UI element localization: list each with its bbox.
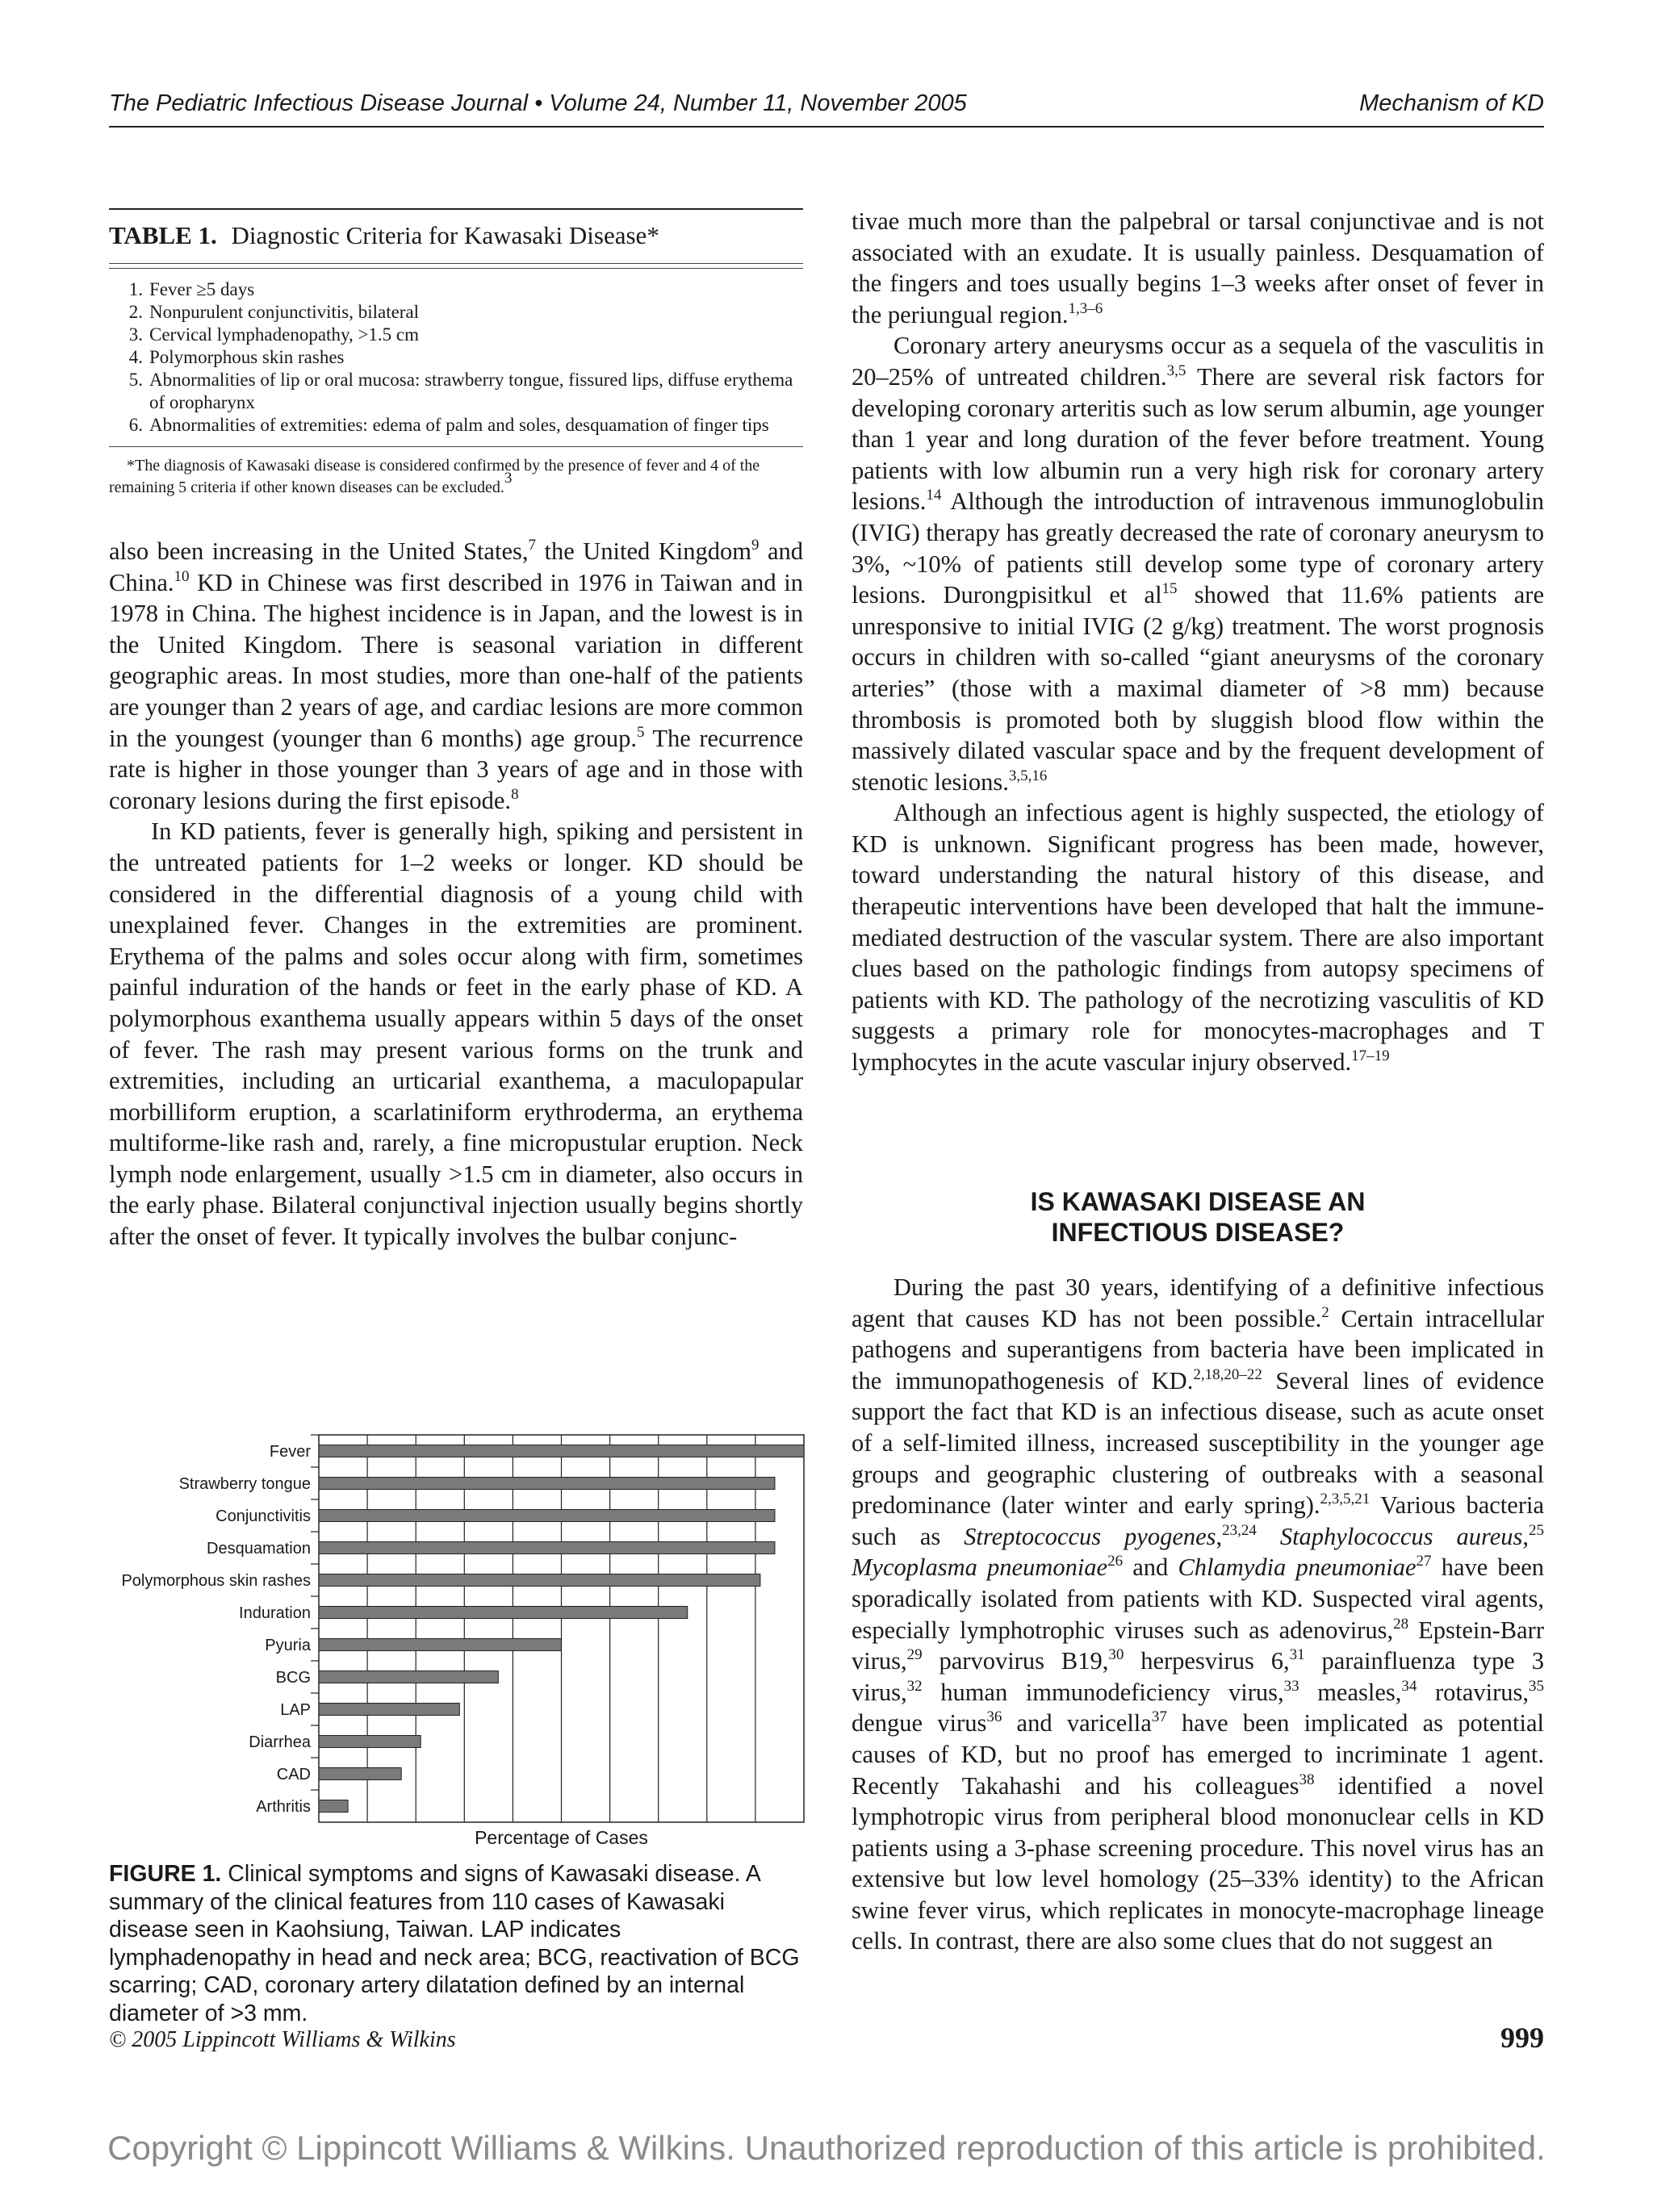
citation: 30 <box>1108 1646 1124 1664</box>
table-row <box>109 369 803 414</box>
citation: 10 <box>174 567 190 585</box>
paragraph: In KD patients, fever is generally high, spiking and persistent in the untreated patients for 1–2 weeks or longer. KD should be considered in the differential diagnosis of a young child with unexplained fever. Changes in the extremities are prominent. Erythema of the palms and soles occur along with firm, sometimes painful induration of the hands or feet in the early phase of KD. A polymorphous exanthema usually appears within 5 days of the onset of fever. The rash may present various forms on the trunk and extremities, including an urticarial exanthema, a maculopapular morbilliform eruption, a scarlatiniform erythroderma, an erythema multiforme-like rash and, rarely, a fine micropustular eruption. Neck lymph node enlargement, usually >1.5 cm in diameter, also occurs in the early phase. Bilateral conjunctival injection usually begins shortly after the onset of fever. It typically involves the bulbar conjunc- <box>109 817 803 1251</box>
text-run: KD in Chinese was first described in 1976 in Taiwan and in 1978 in China. The highest incidence is in Japan, and the lowest is in the United Kingdom. There is seasonal variation in different geographic areas. In most studies, more than one-half of the patients are younger than 2 years of age, and cardiac lesions are more common in the youngest (younger than 6 months) age group. <box>109 568 803 752</box>
paragraph: During the past 30 years, identifying of a definitive infectious agent that causes KD has not been possible.$^2$ Certain intracellular pathogens and superantigens from bacteria have been implicated in the immunopathogenesis of KD.$^{2,18,20-22}$ Several lines of evidence support the fact that KD is an infectious disease, such as acute onset of a self-limited illness, increased susceptibility in the younger age groups and geographic clustering of outbreaks with a seasonal predominance (later winter and early spring).$^{2,3,5,21}$ Various bacteria such as Streptococcus pyogenes,$^{23,24}$ Staphylococcus aureus,$^{25}$ Mycoplasma pneumoniae$^{26}$ and Chlamydia pneumoniae$^{27}$ have been sporadically isolated from patients with KD. Suspected viral agents, especially lymphotrophic viruses such as adenovirus,$^{28}$ Epstein-Barr virus,$^{29}$ parvovirus B19,30 herpesvirus 6,31 parainfluenza type 3 virus,$^{32}$ human immunodeficiency virus,$^{33}$ measles,$^{34}$ rotavirus,$^{35}$ dengue virus$^{36}$ and varicella$^{37}$ have been implicated as potential causes of KD, but no proof has emerged to incriminate 1 agent. Recently Takahashi and his colleagues$^{38}$ identified a novel lymphotropic virus from peripheral blood mononuclear cells in KD patients using a 3-phase screening procedure. This novel virus has an extensive but low level homology (25–33% identity) to the African swine fever virus, which replicates in monocyte-macrophage lineage cells. In contrast, there are also some clues that do not suggest an <box>852 1273 1545 1955</box>
row-number: 6. <box>128 415 143 435</box>
category-label: Pyuria <box>265 1637 311 1654</box>
bar-fever <box>319 1445 804 1457</box>
table-top-rule <box>109 208 803 210</box>
text-run: Coronary artery aneurysms occur as a sequela of the vasculitis in 20–25% of untreated children. <box>852 332 1544 391</box>
citation: 36 <box>986 1708 1002 1726</box>
category-label: LAP <box>280 1701 311 1719</box>
category-label: Conjunctivitis <box>216 1507 311 1525</box>
citation: 26 <box>1107 1553 1124 1570</box>
text-run: parainfluenza type 3 virus, <box>852 1647 1544 1706</box>
paragraph <box>852 206 1544 330</box>
text-run: Various bacteria such as <box>852 1491 1544 1550</box>
paragraph <box>109 536 803 816</box>
text-run: human immunodeficiency virus, <box>922 1678 1284 1706</box>
text-run: rotavirus, <box>1417 1678 1529 1706</box>
bar-desquamation <box>319 1542 775 1554</box>
row-text: Cervical lymphadenopathy, >1.5 cm <box>149 324 420 345</box>
category-label: Fever <box>269 1443 311 1461</box>
category-label: Arthritis <box>256 1798 311 1816</box>
citation: 35 <box>1529 1677 1544 1695</box>
category-label: Diarrhea <box>249 1733 311 1751</box>
right-column-text-bottom <box>852 1272 1544 1957</box>
text-run: parvovirus B19, <box>922 1647 1109 1675</box>
text-run: and China. <box>109 537 803 596</box>
category-label: Induration <box>239 1604 311 1622</box>
table-title <box>109 221 803 250</box>
text-run: also been increasing in the United States, <box>109 537 529 565</box>
citation: 5 <box>636 723 645 741</box>
copyright-notice: Copyright © Lippincott Williams & Wilkins. Unauthorized reproduction of this article is prohibited. <box>107 2129 1546 2167</box>
citation: 7 <box>528 537 536 554</box>
row-number: 1. <box>128 279 143 299</box>
citation: 32 <box>906 1677 923 1695</box>
running-header-journal: The Pediatric Infectious Disease Journal • Volume 24, Number 11, November 2005 <box>109 90 967 116</box>
citation: 14 <box>926 487 942 504</box>
text-run <box>1257 1523 1280 1550</box>
footer-publisher: © 2005 Lippincott Williams & Wilkins <box>109 2027 456 2052</box>
text-run: During the past 30 years, identifying of a definitive infectious agent that causes KD has not been possible. <box>852 1273 1544 1332</box>
table-1 <box>109 208 803 499</box>
bar-bcg <box>319 1671 498 1683</box>
citation: 3 <box>504 470 513 487</box>
citation: 1,3–6 <box>1068 299 1103 317</box>
row-number: 5. <box>128 370 143 390</box>
section-heading-line: INFECTIOUS DISEASE? <box>1051 1218 1345 1247</box>
row-text: Nonpurulent conjunctivitis, bilateral <box>149 302 420 322</box>
row-text: Abnormalities of lip or oral mucosa: strawberry tongue, fissured lips, diffuse erythema of oropharynx <box>149 370 793 412</box>
text-run: Several lines of evidence support the fact that KD is an infectious disease, such as acute onset of a self-limited illness, increased susceptibility in the younger age groups and geographic clustering of outbreaks with a seasonal predominance (later winter and early spring). <box>852 1366 1544 1520</box>
text-run: Although the introduction of intravenous immunoglobulin (IVIG) therapy has greatly decreased the rate of coronary aneurysm to 3%, ~10% of patients still develop some type of coronary artery lesions. Durongpisitkul et al <box>852 487 1544 609</box>
text-run: measles, <box>1299 1678 1402 1706</box>
figure-caption-text: Clinical symptoms and signs of Kawasaki disease. A summary of the clinical features from 110 cases of Kawasaki disease seen in Kaohsiung, Taiwan. LAP indicates lymphadenopathy in head and neck area; BCG, reactivation of BCG scarring; CAD, coronary artery dilatation defined by an internal diameter of >3 mm. <box>109 1861 800 2026</box>
citation: 3,5,16 <box>1008 767 1048 784</box>
row-number: 4. <box>128 347 143 367</box>
table-row <box>109 414 803 437</box>
citation: 2,3,5,21 <box>1320 1491 1371 1508</box>
category-label: Desquamation <box>207 1540 311 1558</box>
citation: 31 <box>1289 1646 1305 1664</box>
row-number: 3. <box>128 324 143 345</box>
row-text: Fever ≥5 days <box>149 279 255 299</box>
bar-induration <box>319 1607 688 1619</box>
bar-strawberry-tongue <box>319 1478 775 1490</box>
citation: 15 <box>1161 580 1178 598</box>
text-run: have been sporadically isolated from patients with KD. Suspected viral agents, especially lymphotrophic viruses such as adenovirus, <box>852 1553 1545 1644</box>
page-number: 999 <box>1500 2022 1544 2054</box>
bar-diarrhea <box>319 1736 421 1748</box>
citation: 27 <box>1416 1553 1432 1570</box>
table-row <box>109 301 803 324</box>
text-run: There are several risk factors for developing coronary arteritis such as low serum albumin, age younger than 1 year and long duration of the fever before treatment. Young patients with low albumin run a very high risk for coronary artery lesions. <box>852 362 1544 516</box>
table-double-rule <box>109 263 803 269</box>
text-run: and <box>1123 1553 1178 1582</box>
header-rule <box>109 126 1544 128</box>
figure-caption <box>109 1860 803 2027</box>
row-text: Abnormalities of extremities: edema of palm and soles, desquamation of finger tips <box>149 415 769 435</box>
row-number: 2. <box>128 302 143 322</box>
text-run: herpesvirus 6, <box>1124 1647 1290 1675</box>
text-run: and varicella <box>1002 1709 1152 1737</box>
citation: 3,5 <box>1166 362 1186 379</box>
citation: 29 <box>906 1646 923 1664</box>
category-label: BCG <box>275 1669 311 1687</box>
text-run: Certain intracellular pathogens and superantigens from bacteria have been implicated in the immunopathogenesis of KD. <box>852 1304 1544 1395</box>
citation: 37 <box>1151 1708 1167 1726</box>
table-row <box>109 278 803 301</box>
left-column-text <box>109 536 803 1252</box>
text-run: identified a novel lymphotropic virus from peripheral blood mononuclear cells in KD patients using a 3-phase screening procedure. This novel virus has an extensive but low level homology (25–33% identity) to the African swine fever virus, which replicates in monocyte-macrophage lineage cells. In contrast, there are also some clues that do not suggest an <box>852 1771 1544 1955</box>
citation: 23,24 <box>1222 1521 1257 1539</box>
table-row <box>109 324 803 346</box>
text-run: showed that 11.6% patients are unresponsive to initial IVIG (2 g/kg) treatment. The worst prognosis occurs in children with so-called “giant aneurysms of the coronary arteries” (those with a maximal diameter of >8 mm) because thrombosis is promoted both by sluggish blood flow within the massively dilated vascular space and by the frequent development of stenotic lesions. <box>852 581 1544 796</box>
figure-label: FIGURE 1. <box>109 1861 222 1887</box>
paragraph <box>852 330 1544 797</box>
bar-lap <box>319 1704 459 1716</box>
citation: 17–19 <box>1351 1047 1390 1065</box>
section-heading-line: IS KAWASAKI DISEASE AN <box>1030 1187 1366 1216</box>
x-axis-label: Percentage of Cases <box>475 1827 648 1848</box>
citation: 38 <box>1299 1771 1315 1788</box>
text-run: have been implicated as potential causes of KD, but no proof has emerged to incriminate 1 agent. Recently Takahashi and his colleagues <box>852 1709 1545 1800</box>
table-footnote <box>109 455 803 499</box>
bar-pyuria <box>319 1639 562 1651</box>
citation: 28 <box>1393 1615 1409 1633</box>
text-run: The recurrence rate is higher in those younger than 3 years of age and in those with coronary lesions during the first episode. <box>109 724 803 814</box>
citation: 9 <box>751 537 760 554</box>
species-name: Mycoplasma pneumoniae <box>852 1553 1108 1582</box>
citation: 33 <box>1283 1677 1299 1695</box>
text-run: Although an infectious agent is highly suspected, the etiology of KD is unknown. Significant progress has been made, however, toward understanding the natural history of this disease, and therapeutic interventions have been developed that halt the immune-mediated destruction of the vascular system. There are also important clues based on the pathologic findings from autopsy specimens of patients with KD. The pathology of the necrotizing vasculitis of KD suggests a primary role for monocytes-macrophages and T lymphocytes in the acute vascular injury observed. <box>852 799 1544 1077</box>
category-label: Strawberry tongue <box>178 1475 311 1493</box>
row-text: Polymorphous skin rashes <box>149 347 345 367</box>
table-row <box>109 346 803 369</box>
text-run: tivae much more than the palpebral or tarsal conjunctivae and is not associated with an exudate. It is usually painless. Desquamation of the fingers and toes usually begins 1–3 weeks after onset of fever in the periungual region. <box>852 207 1544 328</box>
citation: 25 <box>1529 1521 1544 1539</box>
bar-arthritis <box>319 1800 348 1813</box>
right-column-text-top <box>852 206 1544 1078</box>
text-run: dengue virus <box>852 1709 987 1737</box>
table-bottom-rule <box>109 446 803 447</box>
bar-cad <box>319 1768 401 1780</box>
text-run: the United Kingdom <box>535 537 751 565</box>
text-run: Epstein-Barr virus, <box>852 1616 1544 1675</box>
species-name: Streptococcus pyogenes <box>964 1522 1216 1550</box>
citation: 2 <box>1321 1303 1329 1321</box>
bar-polymorphous-skin-rashes <box>319 1574 760 1587</box>
category-label: CAD <box>276 1766 311 1783</box>
citation: 8 <box>511 785 519 803</box>
species-name: Chlamydia pneumoniae <box>1178 1553 1417 1582</box>
table-label: TABLE 1. <box>109 221 217 249</box>
section-heading <box>852 1186 1544 1248</box>
citation: 2,18,20–22 <box>1193 1365 1262 1383</box>
paragraph <box>852 797 1544 1077</box>
category-label: Polymorphous skin rashes <box>121 1572 311 1590</box>
table-title-text: Diagnostic Criteria for Kawasaki Disease* <box>231 221 659 249</box>
figure-1-bar-chart <box>89 1412 815 1852</box>
species-name: Staphylococcus aureus <box>1279 1522 1523 1550</box>
table-criteria-list <box>109 278 803 437</box>
table-footnote-text: *The diagnosis of Kawasaki disease is considered confirmed by the presence of fever and 4 of the remaining 5 criteria if other known diseases can be excluded. <box>109 457 760 496</box>
running-header-short-title: Mechanism of KD <box>1359 90 1544 116</box>
citation: 34 <box>1401 1677 1417 1695</box>
bar-conjunctivitis <box>319 1510 775 1522</box>
